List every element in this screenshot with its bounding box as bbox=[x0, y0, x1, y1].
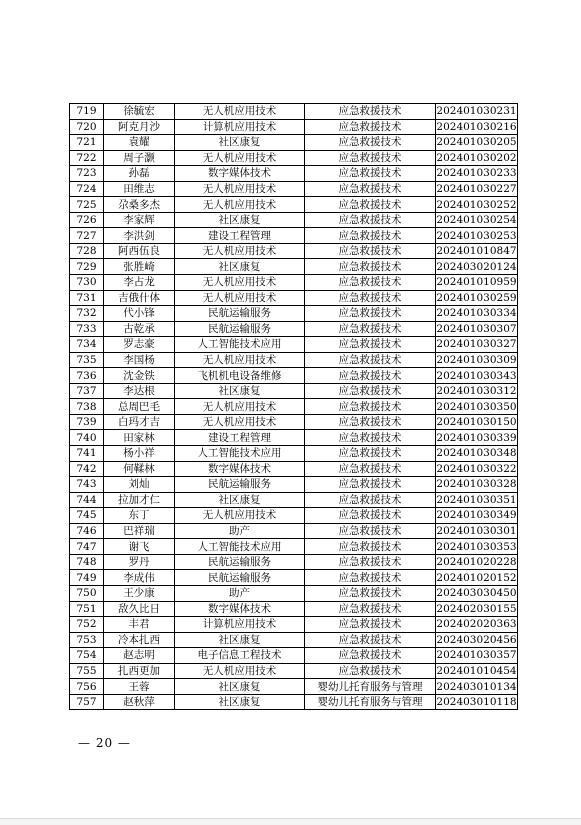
original-major-cell: 数字媒体技术 bbox=[175, 166, 305, 182]
target-major-cell: 应急救援技术 bbox=[305, 181, 436, 197]
original-major-cell: 社区康复 bbox=[175, 212, 305, 228]
table-row bbox=[70, 368, 518, 384]
original-major-cell: 民航运输服务 bbox=[175, 321, 305, 337]
student-name-cell: 徐毓宏 bbox=[104, 104, 175, 120]
row-number-cell: 752 bbox=[70, 617, 104, 633]
student-name-cell: 总周巴毛 bbox=[104, 399, 175, 415]
student-id-cell: 202401030259 bbox=[436, 291, 517, 304]
student-name-cell: 李洪剑 bbox=[104, 228, 175, 244]
student-name-cell: 拉加才仁 bbox=[104, 492, 175, 508]
row-number-cell: 723 bbox=[70, 166, 104, 182]
original-major-cell: 计算机应用技术 bbox=[175, 119, 305, 135]
table-row bbox=[70, 539, 518, 555]
table-row bbox=[70, 632, 518, 648]
student-name-cell: 沈金铁 bbox=[104, 368, 175, 384]
original-major-cell: 社区康复 bbox=[175, 679, 305, 695]
student-id-cell: 202401030253 bbox=[436, 229, 517, 242]
table-row bbox=[70, 243, 518, 259]
row-number-cell: 731 bbox=[70, 290, 104, 306]
table-row bbox=[70, 554, 518, 570]
row-number-cell: 734 bbox=[70, 337, 104, 353]
target-major-cell: 应急救援技术 bbox=[305, 477, 436, 493]
student-id-cell: 202401030309 bbox=[436, 354, 517, 367]
table-row bbox=[70, 228, 518, 244]
table-row bbox=[70, 290, 518, 306]
table-row bbox=[70, 508, 518, 524]
table-row bbox=[70, 399, 518, 415]
table-row bbox=[70, 321, 518, 337]
target-major-cell: 应急救援技术 bbox=[305, 399, 436, 415]
row-number-cell: 721 bbox=[70, 135, 104, 151]
row-number-cell: 732 bbox=[70, 306, 104, 322]
table-row bbox=[70, 275, 518, 291]
student-id-cell: 202403020456 bbox=[436, 633, 517, 646]
target-major-cell: 应急救援技术 bbox=[305, 337, 436, 353]
target-major-cell: 应急救援技术 bbox=[305, 228, 436, 244]
target-major-cell: 应急救援技术 bbox=[305, 414, 436, 430]
target-major-cell: 应急救援技术 bbox=[305, 259, 436, 275]
student-name-cell: 赵秋萍 bbox=[104, 694, 175, 710]
original-major-cell: 数字媒体技术 bbox=[175, 461, 305, 477]
original-major-cell: 无人机应用技术 bbox=[175, 197, 305, 213]
original-major-cell: 无人机应用技术 bbox=[175, 508, 305, 524]
row-number-cell: 751 bbox=[70, 601, 104, 617]
student-name-cell: 田维志 bbox=[104, 181, 175, 197]
row-number-cell: 737 bbox=[70, 383, 104, 399]
table-row bbox=[70, 150, 518, 166]
student-name-cell: 李达根 bbox=[104, 383, 175, 399]
student-id-cell: 202401020228 bbox=[436, 556, 517, 569]
row-number-cell: 720 bbox=[70, 119, 104, 135]
table-row bbox=[70, 694, 518, 710]
row-number-cell: 740 bbox=[70, 430, 104, 446]
table-row bbox=[70, 135, 518, 151]
row-number-cell: 724 bbox=[70, 181, 104, 197]
student-name-cell: 李成伟 bbox=[104, 570, 175, 586]
table-row bbox=[70, 570, 518, 586]
student-id-cell: 202401030233 bbox=[436, 167, 517, 180]
student-id-cell: 202401030312 bbox=[436, 385, 517, 398]
student-name-cell: 扎西更加 bbox=[104, 663, 175, 679]
student-name-cell: 代小锋 bbox=[104, 306, 175, 322]
student-id-cell: 202401030202 bbox=[436, 151, 517, 164]
table-row bbox=[70, 585, 518, 601]
table-row bbox=[70, 337, 518, 353]
student-id-cell: 202403030450 bbox=[436, 587, 517, 600]
row-number-cell: 755 bbox=[70, 663, 104, 679]
original-major-cell: 社区康复 bbox=[175, 383, 305, 399]
student-name-cell: 巴祥瑞 bbox=[104, 523, 175, 539]
row-number-cell: 753 bbox=[70, 632, 104, 648]
table-row bbox=[70, 352, 518, 368]
student-name-cell: 阿西伍良 bbox=[104, 243, 175, 259]
student-name-cell: 杨小祥 bbox=[104, 446, 175, 462]
student-name-cell: 何鞣林 bbox=[104, 461, 175, 477]
row-number-cell: 722 bbox=[70, 150, 104, 166]
original-major-cell: 无人机应用技术 bbox=[175, 181, 305, 197]
target-major-cell: 应急救援技术 bbox=[305, 601, 436, 617]
table-row bbox=[70, 119, 518, 135]
target-major-cell: 婴幼儿托育服务与管理 bbox=[305, 679, 436, 695]
row-number-cell: 735 bbox=[70, 352, 104, 368]
target-major-cell: 应急救援技术 bbox=[305, 135, 436, 151]
original-major-cell: 人工智能技术应用 bbox=[175, 446, 305, 462]
target-major-cell: 应急救援技术 bbox=[305, 212, 436, 228]
row-number-cell: 725 bbox=[70, 197, 104, 213]
table-row bbox=[70, 259, 518, 275]
table-row bbox=[70, 414, 518, 430]
student-id-cell: 202401030216 bbox=[436, 120, 517, 133]
target-major-cell: 应急救援技术 bbox=[305, 150, 436, 166]
student-id-cell: 202402030155 bbox=[436, 602, 517, 615]
row-number-cell: 726 bbox=[70, 212, 104, 228]
student-id-cell: 202401030227 bbox=[436, 183, 517, 195]
table-row bbox=[70, 477, 518, 493]
row-number-cell: 747 bbox=[70, 539, 104, 555]
original-major-cell: 人工智能技术应用 bbox=[175, 539, 305, 555]
target-major-cell: 应急救援技术 bbox=[305, 306, 436, 322]
student-name-cell: 王少康 bbox=[104, 585, 175, 601]
student-id-cell: 202401030328 bbox=[436, 478, 517, 491]
student-transfer-table bbox=[69, 103, 518, 710]
student-id-cell: 202401030327 bbox=[436, 338, 517, 351]
student-name-cell: 古乾承 bbox=[104, 321, 175, 337]
student-name-cell: 罗丹 bbox=[104, 554, 175, 570]
target-major-cell: 应急救援技术 bbox=[305, 352, 436, 368]
target-major-cell: 应急救援技术 bbox=[305, 104, 436, 120]
original-major-cell: 民航运输服务 bbox=[175, 570, 305, 586]
student-id-cell: 202401010959 bbox=[436, 276, 517, 289]
row-number-cell: 757 bbox=[70, 694, 104, 710]
row-number-cell: 756 bbox=[70, 679, 104, 695]
row-number-cell: 738 bbox=[70, 399, 104, 415]
student-name-cell: 赵志明 bbox=[104, 648, 175, 664]
student-name-cell: 吉俄什体 bbox=[104, 290, 175, 306]
student-name-cell: 敌久比日 bbox=[104, 601, 175, 617]
row-number-cell: 746 bbox=[70, 523, 104, 539]
student-name-cell: 孙磊 bbox=[104, 166, 175, 182]
student-id-cell: 202403010134 bbox=[436, 680, 517, 693]
student-id-cell: 202401030348 bbox=[436, 447, 517, 460]
student-name-cell: 王蓉 bbox=[104, 679, 175, 695]
original-major-cell: 数字媒体技术 bbox=[175, 601, 305, 617]
row-number-cell: 730 bbox=[70, 275, 104, 291]
row-number-cell: 728 bbox=[70, 243, 104, 259]
table-body bbox=[70, 104, 518, 710]
student-id-cell: 202401030353 bbox=[436, 540, 517, 553]
target-major-cell: 婴幼儿托育服务与管理 bbox=[305, 694, 436, 710]
student-name-cell: 丰君 bbox=[104, 617, 175, 633]
original-major-cell: 社区康复 bbox=[175, 492, 305, 508]
student-id-cell: 202402020363 bbox=[436, 618, 517, 631]
row-number-cell: 719 bbox=[70, 104, 104, 120]
original-major-cell: 无人机应用技术 bbox=[175, 399, 305, 415]
student-name-cell: 白玛才吉 bbox=[104, 414, 175, 430]
student-name-cell: 田家林 bbox=[104, 430, 175, 446]
student-name-cell: 尕桑多杰 bbox=[104, 197, 175, 213]
table-row bbox=[70, 212, 518, 228]
original-major-cell: 社区康复 bbox=[175, 135, 305, 151]
original-major-cell: 计算机应用技术 bbox=[175, 617, 305, 633]
original-major-cell: 无人机应用技术 bbox=[175, 290, 305, 306]
original-major-cell: 无人机应用技术 bbox=[175, 663, 305, 679]
original-major-cell: 社区康复 bbox=[175, 694, 305, 710]
student-id-cell: 202401030205 bbox=[436, 136, 517, 149]
page-bottom-edge bbox=[0, 818, 581, 825]
target-major-cell: 应急救援技术 bbox=[305, 492, 436, 508]
student-name-cell: 周子灏 bbox=[104, 150, 175, 166]
student-name-cell: 东丁 bbox=[104, 508, 175, 524]
original-major-cell: 社区康复 bbox=[175, 259, 305, 275]
original-major-cell: 无人机应用技术 bbox=[175, 243, 305, 259]
student-name-cell: 冷本扎西 bbox=[104, 632, 175, 648]
student-id-cell: 202401010454 bbox=[436, 664, 517, 677]
page-number: — 20 — bbox=[78, 736, 131, 750]
target-major-cell: 应急救援技术 bbox=[305, 368, 436, 384]
student-id-cell: 202401030351 bbox=[436, 493, 517, 506]
student-id-cell: 202401030252 bbox=[436, 198, 517, 211]
target-major-cell: 应急救援技术 bbox=[305, 119, 436, 135]
target-major-cell: 应急救援技术 bbox=[305, 430, 436, 446]
student-id-cell: 202401030349 bbox=[436, 509, 517, 522]
student-id-cell: 202401030339 bbox=[436, 431, 517, 444]
table-row bbox=[70, 446, 518, 462]
target-major-cell: 应急救援技术 bbox=[305, 554, 436, 570]
row-number-cell: 739 bbox=[70, 414, 104, 430]
row-number-cell: 742 bbox=[70, 461, 104, 477]
row-number-cell: 729 bbox=[70, 259, 104, 275]
student-id-cell: 202401030231 bbox=[436, 105, 517, 118]
row-number-cell: 741 bbox=[70, 446, 104, 462]
table-row bbox=[70, 663, 518, 679]
original-major-cell: 民航运输服务 bbox=[175, 477, 305, 493]
original-major-cell: 民航运输服务 bbox=[175, 306, 305, 322]
table-row bbox=[70, 461, 518, 477]
target-major-cell: 应急救援技术 bbox=[305, 632, 436, 648]
table-row bbox=[70, 104, 518, 120]
original-major-cell: 建设工程管理 bbox=[175, 430, 305, 446]
target-major-cell: 应急救援技术 bbox=[305, 321, 436, 337]
target-major-cell: 应急救援技术 bbox=[305, 617, 436, 633]
table-row bbox=[70, 430, 518, 446]
target-major-cell: 应急救援技术 bbox=[305, 461, 436, 477]
row-number-cell: 727 bbox=[70, 228, 104, 244]
table-row bbox=[70, 601, 518, 617]
original-major-cell: 建设工程管理 bbox=[175, 228, 305, 244]
row-number-cell: 736 bbox=[70, 368, 104, 384]
table-row bbox=[70, 648, 518, 664]
row-number-cell: 748 bbox=[70, 554, 104, 570]
student-id-cell: 202401030301 bbox=[436, 525, 517, 538]
target-major-cell: 应急救援技术 bbox=[305, 508, 436, 524]
student-name-cell: 阿克月沙 bbox=[104, 119, 175, 135]
student-name-cell: 谢飞 bbox=[104, 539, 175, 555]
student-id-cell: 202403020124 bbox=[436, 260, 517, 273]
original-major-cell: 电子信息工程技术 bbox=[175, 648, 305, 664]
target-major-cell: 应急救援技术 bbox=[305, 243, 436, 259]
target-major-cell: 应急救援技术 bbox=[305, 383, 436, 399]
row-number-cell: 749 bbox=[70, 570, 104, 586]
original-major-cell: 飞机机电设备维修 bbox=[175, 368, 305, 384]
table-row bbox=[70, 679, 518, 695]
student-id-cell: 202401030150 bbox=[436, 416, 517, 429]
student-name-cell: 刘灿 bbox=[104, 477, 175, 493]
original-major-cell: 无人机应用技术 bbox=[175, 352, 305, 368]
student-id-cell: 202401010847 bbox=[436, 245, 517, 258]
target-major-cell: 应急救援技术 bbox=[305, 648, 436, 664]
table-row bbox=[70, 523, 518, 539]
original-major-cell: 无人机应用技术 bbox=[175, 150, 305, 166]
row-number-cell: 744 bbox=[70, 492, 104, 508]
row-number-cell: 733 bbox=[70, 321, 104, 337]
original-major-cell: 助产 bbox=[175, 523, 305, 539]
student-id-cell: 202401020152 bbox=[436, 571, 517, 584]
target-major-cell: 应急救援技术 bbox=[305, 275, 436, 291]
table-row bbox=[70, 181, 518, 197]
original-major-cell: 无人机应用技术 bbox=[175, 414, 305, 430]
table-row bbox=[70, 197, 518, 213]
row-number-cell: 754 bbox=[70, 648, 104, 664]
table-row bbox=[70, 306, 518, 322]
student-name-cell: 张胜崎 bbox=[104, 259, 175, 275]
student-id-cell: 202403010118 bbox=[436, 696, 517, 709]
row-number-cell: 750 bbox=[70, 585, 104, 601]
target-major-cell: 应急救援技术 bbox=[305, 663, 436, 679]
student-id-cell: 202401030343 bbox=[436, 369, 517, 382]
original-major-cell: 无人机应用技术 bbox=[175, 104, 305, 120]
student-id-cell: 202401030307 bbox=[436, 322, 517, 335]
target-major-cell: 应急救援技术 bbox=[305, 290, 436, 306]
target-major-cell: 应急救援技术 bbox=[305, 166, 436, 182]
student-id-cell: 202401030357 bbox=[436, 649, 517, 662]
student-id-cell: 202401030254 bbox=[436, 214, 517, 227]
target-major-cell: 应急救援技术 bbox=[305, 539, 436, 555]
original-major-cell: 社区康复 bbox=[175, 632, 305, 648]
student-id-cell: 202401030350 bbox=[436, 400, 517, 413]
target-major-cell: 应急救援技术 bbox=[305, 570, 436, 586]
student-name-cell: 罗志豪 bbox=[104, 337, 175, 353]
student-id-cell: 202401030334 bbox=[436, 307, 517, 320]
row-number-cell: 743 bbox=[70, 477, 104, 493]
table-row bbox=[70, 492, 518, 508]
table-row bbox=[70, 617, 518, 633]
table-row bbox=[70, 383, 518, 399]
student-name-cell: 李家辉 bbox=[104, 212, 175, 228]
row-number-cell: 745 bbox=[70, 508, 104, 524]
target-major-cell: 应急救援技术 bbox=[305, 585, 436, 601]
original-major-cell: 助产 bbox=[175, 585, 305, 601]
student-name-cell: 袁耀 bbox=[104, 135, 175, 151]
target-major-cell: 应急救援技术 bbox=[305, 523, 436, 539]
target-major-cell: 应急救援技术 bbox=[305, 446, 436, 462]
student-name-cell: 李国杨 bbox=[104, 352, 175, 368]
table-row bbox=[70, 166, 518, 182]
student-id-cell: 202401030322 bbox=[436, 462, 517, 475]
original-major-cell: 人工智能技术应用 bbox=[175, 337, 305, 353]
student-name-cell: 李占龙 bbox=[104, 275, 175, 291]
target-major-cell: 应急救援技术 bbox=[305, 197, 436, 213]
original-major-cell: 无人机应用技术 bbox=[175, 275, 305, 291]
original-major-cell: 民航运输服务 bbox=[175, 554, 305, 570]
